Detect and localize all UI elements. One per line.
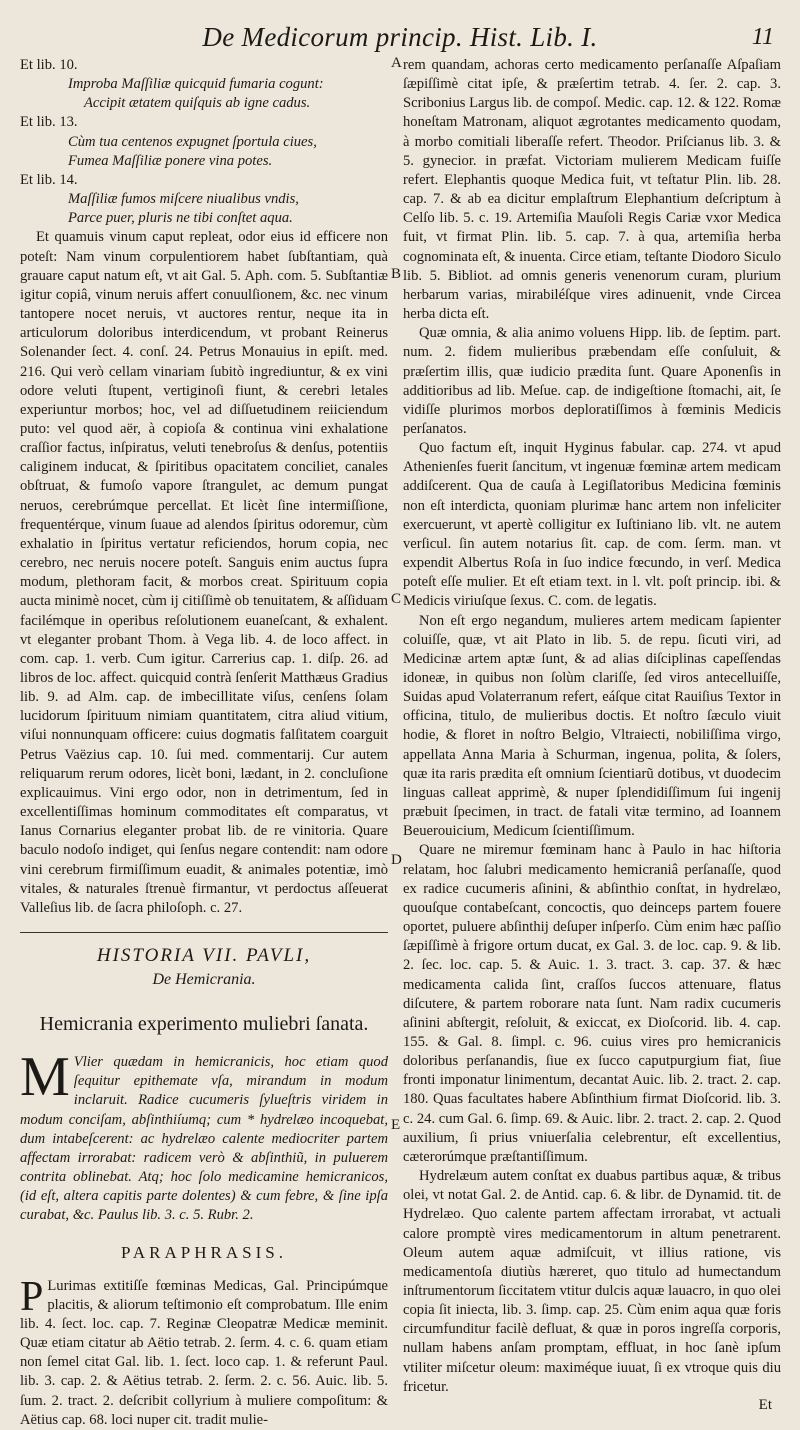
body-paragraph: Quare ne miremur fœminam hanc à Paulo in hac hiſtoria relatam, hoc ſalubri medicamento hemicraniâ perſanaſſe, quod ex radice cucumeris aſinini, & abſinthio conſtat, in hydrelæo, quouſque contabeſcant, concoctis, quo deinceps partem fouere oportet, puluere abſinthij deſuper inſperſo. Cùm enim hæc paſſio ſæpiſſimè à frigore ortum ducat, ex Gal. 3. de loc. cap. 9. & lib. 2. ſec. loc. cap. 5. & Auic. 1. 3. tract. 3. cap. 37. & hæc medicamenta calida ſint, craſſos ſuccos attenuare, flatus diſcutere, & partem roborare nata ſunt. Nam radix cucumeris aſinini abſtergit, reſoluit, & exiccat, ex Dioſcorid. lib. 4. cap. 155. & Gal. 8. ſimpl. c. 96. cuius vires pro hemicranicis doloribus perſanandis, ſiue ex ſucco caputpurgium fiat, ſiue fronti imponatur linimentum, decantat Auic. lib. 2. tract. 2. cap. 180. Quas facultates habere Abſinthium firmat Dioſcorid. lib. 3. c. 24. cum Gal. 6. ſimp. 69. & Auic. libr. 2. tract. 2. cap. 2. Quod auxilium, ſi prius vniuerſalia celebrentur, eſt excellentius, cæterorúmque præſtantiſſimum. bbox=[403, 842, 781, 1165]
body-paragraph: Et quamuis vinum caput repleat, odor eius id efficere non poteſt: Nam vinum corpulentiorem habet ſubſtantiam, quà grauare caput natum eſt, vt ait Gal. 5. Aph. com. 5. Subſtantiæ igitur copiâ, vinum neruis affert conuulſionem, &c. nec vinum tantopere nocet neruis, vt auctores rentur, neque ita in articulorum doloribus interdicendum, vt probant Reinerus Solenander ſect. 4. conſ. 24. Petrus Monauius in epiſt. med. 216. Qui verò cellam vinariam ſubitò ingrediuntur, & ex vini odore veluti ſtupent, vertiginoſi fiunt, & cerebri letales experiuntur morbos; hoc, vel ad diſſuetudinem reiiciendum puto: vel quod aër, à copioſa & continua vini exhalatione craſſior factus, inſpiratus, veluti tenebroſus & denſus, potentiis caliginem inducat, & ſpiritibus opacitatem conciliet, canales obſtruat, & fumoſo vapore ſtrangulet, ac demum pungat neruos, cerebrúmque percellat. Et licèt ſine intermiſſione, frequentérque, vinum ſuaue ad alendos ſpiritus odoremur, cùm exhalatio in ſpiritus vertatur reficiendos, horum copia, nec cerebro, nec neruis nocere poteſt. Sanguis enim auctus ſupra modum, plethoram facit, & morbos creat. Spirituum copia aucta minimè nocet, cùm ij citiſſimè ob tenuitatem, & aſſiduam facilémque in operibus reſolutionem euaneſcant, & exhalent. vt eleganter probant Thom. à Vega lib. 4. de loco affect. in com. cap. 1. verb. Cum igitur. Carrerius cap. 1. diſp. 26. ad libros de loc. affect. quicquid contrà ſenſerit Matthæus Gradius lib. 9. ad Alm. cap. de imbecillitate viſus, cenſens ſolam lucidorum ſpirituum nimiam quantitatem, citra aliud vitium, viſui nonnunquam officere: cuius dogmatis falſitatem coarguit Petrus Vaëzius cap. 10. ſui med. commentarij. Cur autem reliquarum rerum odores, licèt boni, lædant, in 2. concluſione explicauimus. Vini ergo odor, non in detrimentum, ſed in excellentiſſimas hominum commoditates eſt comparatus, vt Ianus Cornarius eleganter probat lib. de re vinitoria. Quare baculo nodoſo indiget, qui ſenſus negare contendit: nam odore vini cerebrum firmiſſimum euadit, & animales potentiæ, imò vitales, & naturales ſtrenuè firmantur, vt perdoctus aſſeuerat Valleſius lib. de ſacra philoſoph. c. 27. bbox=[20, 229, 388, 916]
verse-line: Improba Maſſiliæ quicquid fumaria cogunt: bbox=[68, 76, 324, 93]
right-column bbox=[403, 56, 781, 1397]
history-title: HISTORIA VII. PAVLI, bbox=[96, 945, 312, 967]
verse-line: Maſſiliæ fumos miſcere niualibus vndis, bbox=[68, 191, 299, 208]
catchword: Et bbox=[758, 1397, 772, 1413]
verse-line: Accipit ætatem quiſquis ab igne cadus. bbox=[84, 95, 311, 112]
verse-line: Parce puer, pluris ne tibi conſtet aqua. bbox=[68, 210, 293, 227]
body-paragraph: Quo factum eſt, inquit Hyginus fabular. cap. 274. vt apud Athenienſes fuerit ſancitum, vt ingenuæ fœminæ artem medicam addiſcerent. Qua de cauſa à Legiſlatoribus Medicina fœminis non eſt interdicta, quoniam plurimæ hanc artem non infeliciter exercuerunt, vt apertè colligitur ex Iuſtiniano lib. vlt. ne autem verſicul. ſin autem notarius ſit. cap. de com. ſerm. man. vt expendit Albertus Roſa in ſuo indice fœcundo, in verſ. Medica poteſt eſſe mulier. Et eſt etiam text. in l. vlt. poſt princip. ibi. & Medicis viriuſque ſexus. C. com. de legatis. bbox=[403, 440, 781, 610]
margin-letter-d: D bbox=[391, 852, 402, 868]
section-title: Hemicrania experimento muliebri ſanata. bbox=[39, 1013, 369, 1036]
body-paragraph-text: Lurimas extitiſſe fœminas Medicas, Gal. Principúmque placitis, & aliorum teſtimonio eſt comprobatum. Ille enim lib. 4. ſect. loc. cap. 7. Reginæ Cleopatræ Medicæ meminit. Quæ etiam citatur ab Aëtio tetrab. 2. ſerm. 4. c. 6. quam etiam non ſemel citat Gal. lib. 1. ſect. loco cap. 1. & referunt Paul. lib. 3. cap. 2. & Aëtius tetrab. 2. ſerm. 2. c. 56. Auic. lib. 5. ſum. 2. tract. 2. deſcribit collyrium à muliere compoſitum: & Aëtius cap. 68. loci nuper cit. tradit mulie- bbox=[20, 1277, 388, 1428]
verse-line: Fumea Maſſiliæ ponere vina potes. bbox=[68, 152, 273, 169]
section-divider bbox=[20, 932, 388, 933]
verse-line: Cùm tua centenos expugnet ſportula ciues, bbox=[68, 133, 317, 150]
history-text-body: Vlier quædam in hemicranicis, hoc etiam quod ſequitur epithemate vſa, mirandum in modum inclaruit. Radice cucumeris ſylueſtris viridem in modum conciſam, abſinthiíumq; cum * hydrelæo incoquebat, dum intabeſcerent: ac hydrelæo calente mediocriter partem affectam irrorabat: radicem verò & abſinthiũ, in puluerem contrita oblinebat. Atq; hoc ſolo medicamine hemicranicos, (id eſt, altera capitis parte dolentes) & cum febre, & ſine ipſa curabat, &c. Paulus lib. 3. c. 5. Rubr. 2. bbox=[20, 1054, 388, 1224]
history-text bbox=[20, 1046, 388, 1225]
verse-reference: Et lib. 14. bbox=[20, 171, 78, 188]
body-paragraph: Hydrelæum autem conſtat ex duabus partibus aquæ, & tribus olei, vt notat Gal. 2. de Antid. cap. 6. & libr. de Dynamid. tit. de Hydrelæo. Quo calente partem affectam irrorabat, vt actuali calore promptè vires medicamentorum in altum penetrarent. Oleum autem aquæ admiſcuit, vt illius ratione, vis medicamentoſa diutiùs hæreret, quo titulo ad humectandum inſtrumentorum ſiccitatem vtitur dulcis aquæ lauacro, in quo olei copia ſit iniecta, lib. 3. ſimp. cap. 25. Cùm enim aqua quæ foris circumfunditur facilè defluat, & quæ in poros ingreſſa corporis, nullam habens anſam promptam, effluat, in hoc ſanè ipſum vtiliter miſcetur oleum: maximéque iuuat, ſi ex vtroque quis diu fricetur. bbox=[403, 1168, 781, 1395]
drop-cap: M bbox=[20, 1046, 70, 1109]
body-paragraph: Quæ omnia, & alia animo voluens Hipp. lib. de ſeptim. part. num. 2. fidem mulieribus præbendam eſſe conſuluit, & præſertim illis, quæ iudicio prædita ſunt. Quare Aponenſis in additioribus ad lib. Meſue. cap. de indigeſtione ſtomachi, ait, ſe vidiſſe plurimos morbos deploratiſſimos à fœminis Medicis perſanatos. bbox=[403, 325, 781, 437]
running-title: De Medicorum princip. Hist. Lib. I. bbox=[202, 22, 598, 52]
margin-letter-c: C bbox=[391, 591, 402, 607]
left-column bbox=[20, 56, 388, 1430]
body-paragraph: rem quandam, achoras certo medicamento perſanaſſe Aſpaſiam ſæpiſſimè citat ipſe, & præſertim tetrab. 4. ſer. 2. cap. 3. Scribonius Largus lib. de compoſ. Medic. cap. 12. & 122. Romæ honeſtam Matronam, aliquot ægrotantes medicamento quodam, à morbo comitiali liberaſſe refert. Theodor. Priſcianus lib. 3. & 5. gynecior. in præfat. Victoriam mulierem Medicam fuiſſe refert. Elephantis quoque Medica fuit, vt teſtatur Plin. lib. 28. cap. 7. & ab ea dicitur emplaſtrum Elephantium deſcriptum à Celſo lib. 5. c. 19. Artemiſia Mauſoli Regis Cariæ vxor Medica fuit, vt firmat Plin. lib. 5. cap. 7. à qua, artemiſia herba cognominata eſt, & inuenta. Circe etiam, teſtante Diodoro Siculo lib. 5. Bibliot. ad omnis generis venenorum curam, plurium herbarum varias, mirabiléſque vires adinuenit, vnde Circea herba dicta eſt. bbox=[403, 57, 781, 323]
page-number: 11 bbox=[751, 24, 774, 50]
drop-cap: P bbox=[20, 1273, 44, 1320]
body-paragraph: Non eſt ergo negandum, mulieres artem medicam ſapienter coluiſſe, quæ, vt ait Plato in lib. 5. de repu. ſicuti viri, ad Medicinæ artem aptæ ſunt, & ad alias diſciplinas capeſſendas idoneæ, in quibus non ſolùm clariſſe, ſed viros antecelluiſſe, Suidas apud Volaterranum refert, eáſque citat Rauiſius Textor in officina, titulo, de mulieribus doctis. Et noſtro ſæculo viuit hodie, & floret in noſtro Belgio, Vltraiecti, nobiliſſima virgo, appellata Anna Maria à Schurman, ingenua, polita, & ſolers, quæ ita raris prædita eſt omnium ſcientiarũ dotibus, vt duodecim linguas calleat apprimè, & nuper ſplendidiſſimum ſui ingenij præbuit ſpecimen, in tract. de fatali vitæ termino, ad Ioannem Beuerouicium, Medicum ſcientiſſimum. bbox=[403, 612, 781, 840]
history-subtitle: De Hemicrania. bbox=[152, 971, 256, 989]
paraphrasis-title: PARAPHRASIS. bbox=[121, 1243, 287, 1263]
margin-letter-e: E bbox=[391, 1117, 401, 1133]
page-header bbox=[0, 22, 800, 56]
verse-reference: Et lib. 10. bbox=[20, 57, 78, 73]
body-paragraph bbox=[20, 1273, 388, 1430]
margin-letter-b: B bbox=[391, 266, 402, 282]
verse-reference: Et lib. 13. bbox=[20, 114, 78, 131]
margin-letter-a: A bbox=[391, 55, 402, 71]
